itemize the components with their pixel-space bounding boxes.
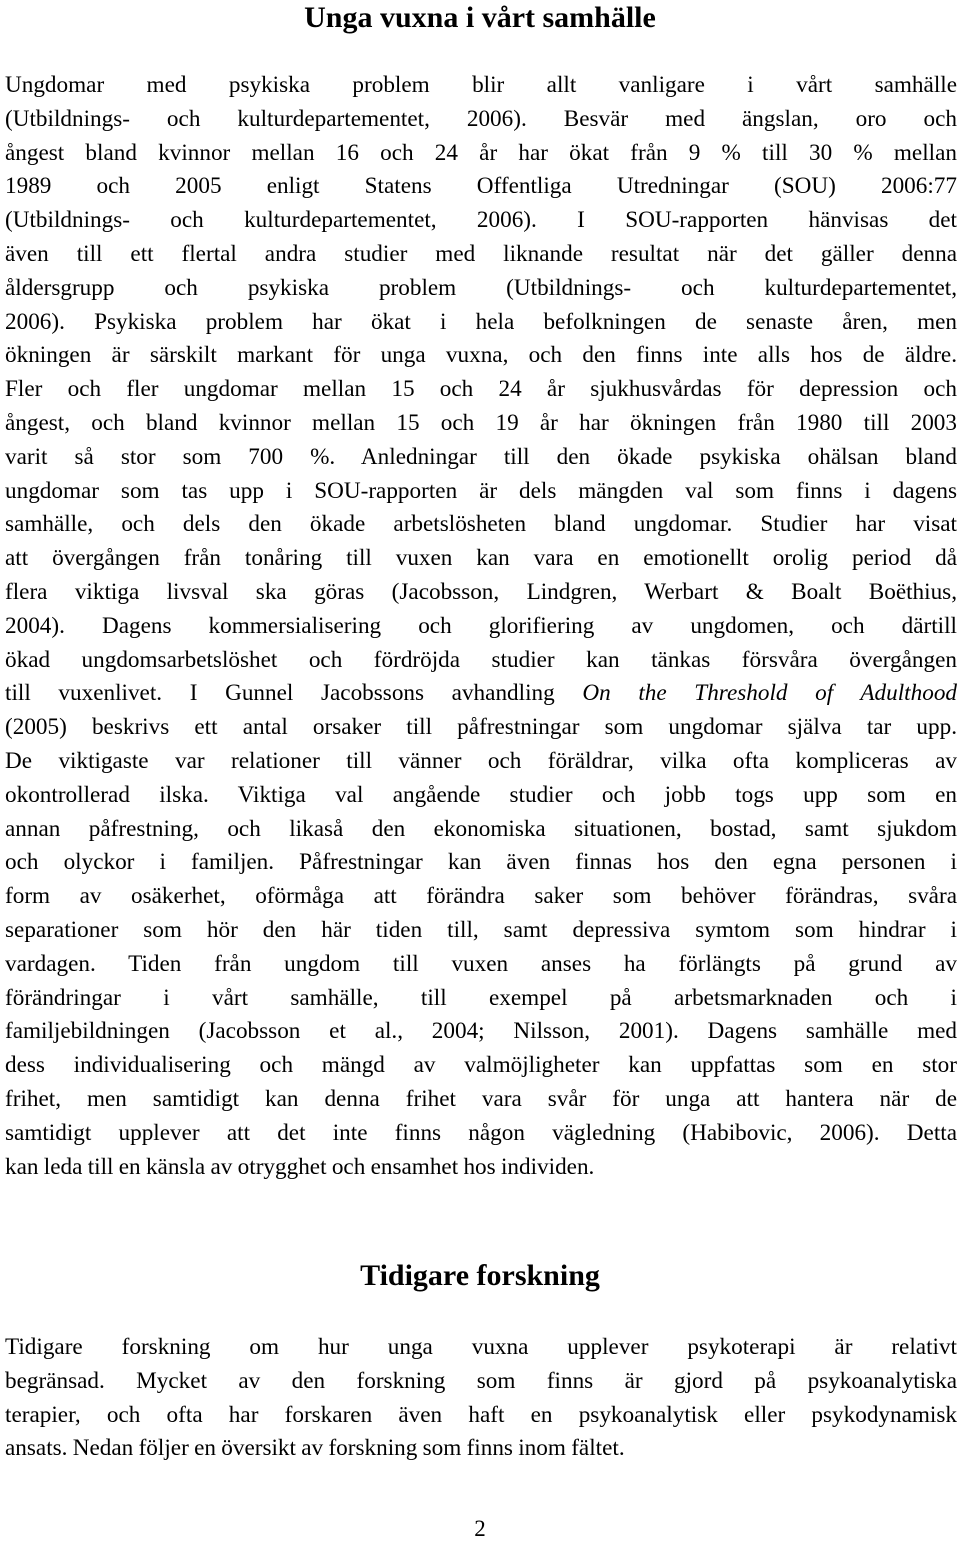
text-line: De viktigaste var relationer till vänner och föräldrar, vilka ofta kompliceras av (5, 747, 957, 774)
text-line: 1989 och 2005 enligt Statens Offentliga Utredningar (SOU) 2006:77 (5, 173, 957, 200)
text-line: annan påfrestning, och likaså den ekonomiska situationen, bostad, samt sjukdom (5, 815, 957, 842)
text-line: ökningen är särskilt markant för unga vuxna, och den finns inte alls hos de äldre. (5, 342, 957, 369)
text-line: terapier, och ofta har forskaren även haft en psykoanalytisk eller psykodynamisk (5, 1401, 957, 1428)
text-line: förändringar i vårt samhälle, till exempel på arbetsmarknaden och i (5, 984, 957, 1011)
text-line: samtidigt upplever att det inte finns någon vägledning (Habibovic, 2006). Detta (5, 1119, 957, 1146)
text-line: frihet, men samtidigt kan denna frihet vara svår för unga att hantera när de (5, 1085, 957, 1112)
body-paragraph-unga-vuxna (5, 69, 957, 1184)
text-line: (2005) beskrivs ett antal orsaker till påfrestningar som ungdomar själva tar upp. (5, 714, 957, 741)
text-line: ångest, och bland kvinnor mellan 15 och 19 år har ökningen från 1980 till 2003 (5, 409, 957, 436)
section-heading-unga-vuxna: Unga vuxna i vårt samhälle (304, 1, 656, 34)
text-line: (Utbildnings- och kulturdepartementet, 2006). I SOU-rapporten hänvisas det (5, 207, 957, 234)
text-line: 2006). Psykiska problem har ökat i hela befolkningen de senaste åren, men (5, 308, 957, 335)
text-line: ansats. Nedan följer en översikt av forskning som finns inom fältet. (5, 1435, 625, 1462)
text-line: Tidigare forskning om hur unga vuxna upplever psykoterapi är relativt (5, 1334, 957, 1360)
text-line: kan leda till en känsla av otrygghet och ensamhet hos individen. (5, 1153, 595, 1180)
text-line: Ungdomar med psykiska problem blir allt vanligare i vårt samhälle (5, 72, 957, 98)
text-line: åldersgrupp och psykiska problem (Utbildnings- och kulturdepartementet, (5, 274, 957, 301)
text-line: Fler och fler ungdomar mellan 15 och 24 år sjukhusvårdas för depression och (5, 376, 957, 403)
text-line: okontrollerad ilska. Viktiga val angående studier och jobb togs upp som en (5, 781, 957, 808)
text-line: flera viktiga livsval ska göras (Jacobsson, Lindgren, Werbart & Boalt Boëthius, (5, 578, 957, 605)
text-line: att övergången från tonåring till vuxen kan vara en emotionellt orolig period då (5, 545, 957, 572)
text-line: ångest bland kvinnor mellan 16 och 24 år har ökat från 9 % till 30 % mellan (5, 139, 957, 166)
section-heading-tidigare-forskning: Tidigare forskning (360, 1259, 600, 1292)
text-line: även till ett flertal andra studier med liknande resultat när det gäller denna (5, 240, 957, 267)
text-line: familjebildningen (Jacobsson et al., 2004; Nilsson, 2001). Dagens samhälle med (5, 1018, 957, 1045)
text-line: och olyckor i familjen. Påfrestningar kan även finnas hos den egna personen i (5, 849, 957, 876)
text-line: ungdomar som tas upp i SOU-rapporten är dels mängden val som finns i dagens (5, 477, 957, 504)
text-segment: till vuxenlivet. I Gunnel Jacobssons avhandling (5, 680, 583, 707)
italic-book-title: On the Threshold of Adulthood (582, 680, 958, 707)
text-line-with-italic-title (5, 677, 957, 711)
text-line: samhälle, och dels den ökade arbetslösheten bland ungdomar. Studier har visat (5, 511, 957, 538)
text-line: form av osäkerhet, oförmåga att förändra saker som behöver förändras, svåra (5, 883, 957, 910)
text-line: 2004). Dagens kommersialisering och glorifiering av ungdomen, och därtill (5, 612, 957, 639)
text-line: separationer som hör den här tiden till, samt depressiva symtom som hindrar i (5, 916, 957, 943)
text-line: begränsad. Mycket av den forskning som finns är gjord på psykoanalytiska (5, 1367, 957, 1394)
text-line: ökad ungdomsarbetslöshet och fördröjda studier kan tänkas försvåra övergången (5, 646, 957, 673)
text-line: dess individualisering och mängd av valmöjligheter kan uppfattas som en stor (5, 1052, 957, 1079)
text-line: vardagen. Tiden från ungdom till vuxen anses ha förlängts på grund av (5, 950, 957, 977)
text-line: varit så stor som 700 %. Anledningar till den ökade psykiska ohälsan bland (5, 443, 957, 470)
text-line: (Utbildnings- och kulturdepartementet, 2006). Besvär med ängslan, oro och (5, 105, 957, 132)
body-paragraph-tidigare-forskning (5, 1331, 957, 1466)
page-number: 2 (474, 1516, 486, 1541)
